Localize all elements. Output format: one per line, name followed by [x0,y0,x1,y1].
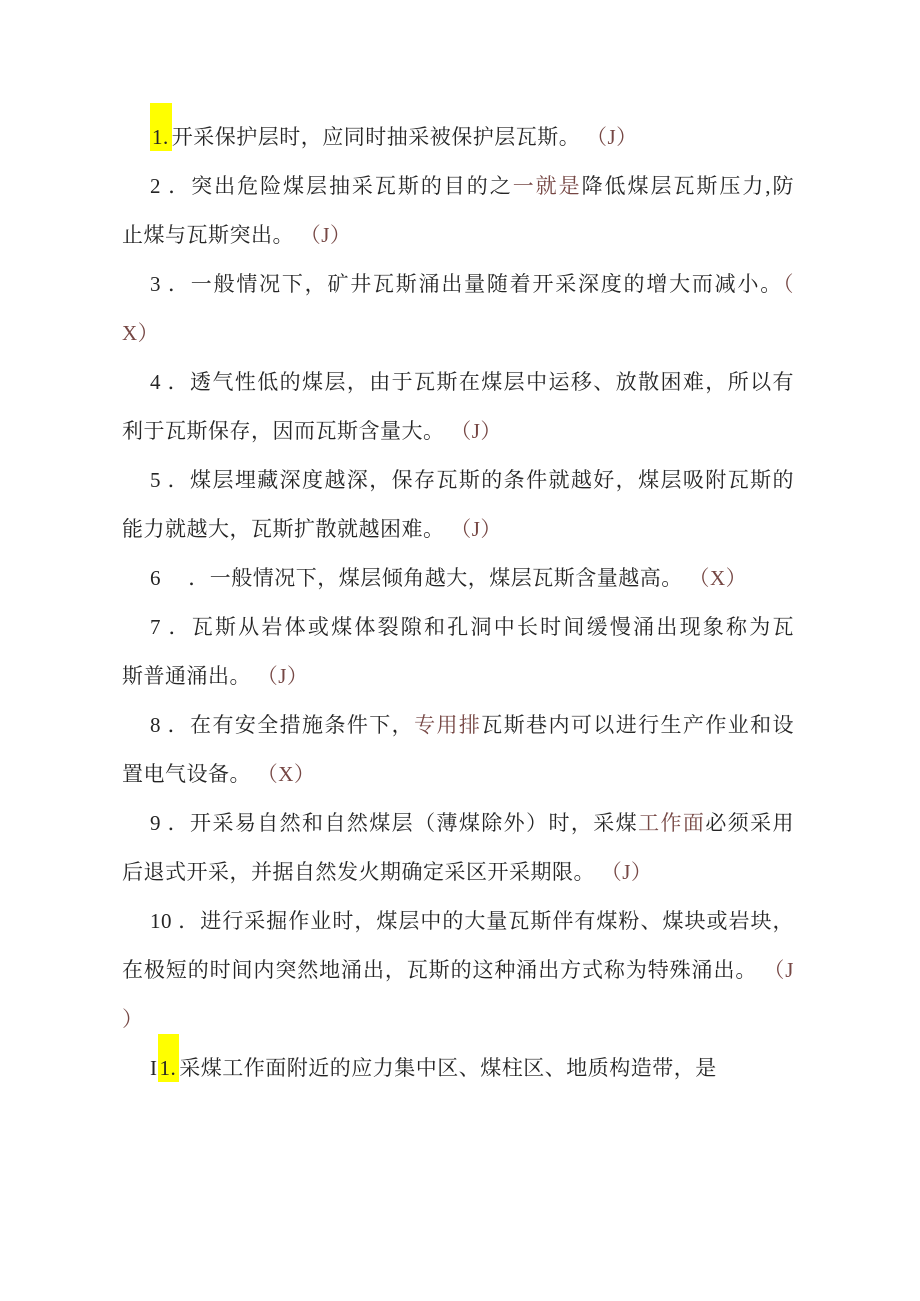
question-item-8 [122,701,794,799]
question-text: 10 ．进行采掘作业时，煤层中的大量瓦斯伴有煤粉、煤块或岩块， [150,909,794,933]
question-line [122,407,794,456]
question-item-7 [122,603,794,701]
question-line [122,162,794,211]
question-line [122,897,794,946]
question-line [122,1044,794,1093]
question-line [122,113,794,162]
accent-text: 工作面 [638,811,706,835]
question-item-9 [122,799,794,897]
question-text: 8 ．在有安全措施条件下， [150,713,415,737]
question-text: 7 ．瓦斯从岩体或煤体裂隙和孔洞中长时间缓慢涌出现象称为瓦 [150,615,794,639]
question-text: 降低煤层瓦斯压力,防 [581,174,795,198]
document-body [122,113,794,1093]
question-line [122,456,794,505]
question-text: 能力就越大，瓦斯扩散就越困难。 [122,517,445,541]
question-text: I [150,1056,158,1080]
question-text: 利于瓦斯保存，因而瓦斯含量大。 [122,419,445,443]
question-line [122,750,794,799]
question-text: 斯普通涌出。 [122,664,251,688]
question-text: 瓦斯巷内可以进行生产作业和设 [481,713,795,737]
question-line [122,995,794,1044]
accent-text: （J） [595,860,653,884]
question-item-2 [122,162,794,260]
question-line [122,505,794,554]
question-text: 必须采用 [705,811,795,835]
question-text: 9 ．开采易自然和自然煤层（薄煤除外）时，采煤 [150,811,639,835]
question-line [122,260,794,309]
highlighted-question-number: 1. [150,103,172,151]
question-item-4 [122,358,794,456]
question-text: 3 ．一般情况下，矿井瓦斯涌出量随着开采深度的增大而减小。 [150,272,783,296]
question-text: 采煤工作面附近的应力集中区、煤柱区、地质构造带，是 [179,1056,717,1080]
question-text: 止煤与瓦斯突出。 [122,223,294,247]
question-item-5 [122,456,794,554]
accent-text: （J） [444,419,502,443]
question-text: 4 ．透气性低的煤层，由于瓦斯在煤层中运移、放散困难，所以有 [150,370,794,394]
question-text: 2 ．突出危险煤层抽采瓦斯的目的之 [150,174,513,198]
accent-text: （J） [294,223,352,247]
highlighted-question-number: 1. [158,1034,180,1082]
question-text: 开采保护层时，应同时抽采被保护层瓦斯。 [171,125,581,149]
accent-text: X） [122,321,160,345]
accent-text: （J） [251,664,309,688]
accent-text: （ [783,272,794,296]
question-line [122,799,794,848]
accent-text: （J） [444,517,502,541]
question-text: 5 ．煤层埋藏深度越深，保存瓦斯的条件就越好，煤层吸附瓦斯的 [150,468,794,492]
question-text: 置电气设备。 [122,762,251,786]
accent-text: 专用排 [414,713,482,737]
question-line [122,554,794,603]
question-text: 在极短的时间内突然地涌出，瓦斯的这种涌出方式称为特殊涌出。 [122,958,758,982]
question-line [122,848,794,897]
accent-text: （J） [580,125,638,149]
accent-text: ） [122,1007,144,1031]
question-item-6 [122,554,794,603]
question-line [122,358,794,407]
question-item-3 [122,260,794,358]
question-text: 后退式开采，并据自然发火期确定采区开采期限。 [122,860,595,884]
accent-text: 一就是 [512,174,582,198]
question-item-1 [122,113,794,162]
question-line [122,946,794,995]
question-line [122,652,794,701]
question-item-10 [122,897,794,1044]
accent-text: （J [757,958,794,982]
question-item-11 [122,1044,794,1093]
question-line [122,211,794,260]
accent-text: （X） [251,762,316,786]
question-line [122,603,794,652]
question-line [122,309,794,358]
accent-text: （X） [682,566,748,590]
question-text: 6 ．一般情况下，煤层倾角越大，煤层瓦斯含量越高。 [150,566,683,590]
question-line [122,701,794,750]
